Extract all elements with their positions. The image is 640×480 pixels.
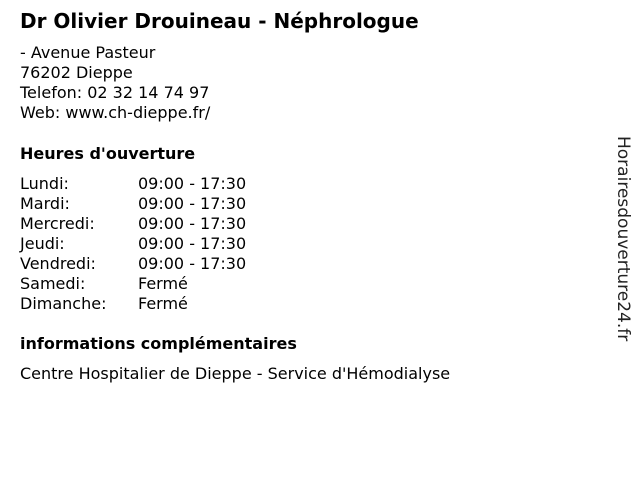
- hours-day: Mercredi:: [20, 214, 95, 233]
- hours-day: Lundi:: [20, 174, 69, 193]
- hours-time: Fermé: [138, 274, 188, 293]
- city-address: 76202 Dieppe: [20, 63, 133, 82]
- hours-time: 09:00 - 17:30: [138, 214, 247, 233]
- hours-day: Mardi:: [20, 194, 70, 213]
- hours-day: Vendredi:: [20, 254, 96, 273]
- watermark: [612, 136, 634, 346]
- hours-day: Dimanche:: [20, 294, 107, 313]
- website: Web: www.ch-dieppe.fr/: [20, 103, 211, 122]
- hours-row-wednesday: [20, 214, 246, 234]
- hours-row-monday: [20, 174, 246, 194]
- hours-day: Jeudi:: [20, 234, 65, 253]
- hours-heading: Heures d'ouverture: [20, 144, 196, 163]
- info-text: Centre Hospitalier de Dieppe - Service d'Hémodialyse: [20, 364, 451, 383]
- hours-time: 09:00 - 17:30: [138, 174, 247, 193]
- phone-number: Telefon: 02 32 14 74 97: [20, 83, 210, 102]
- hours-row-tuesday: [20, 194, 246, 214]
- hours-time: 09:00 - 17:30: [138, 254, 247, 273]
- hours-table: [20, 174, 246, 314]
- hours-time: 09:00 - 17:30: [138, 194, 247, 213]
- info-heading: informations complémentaires: [20, 334, 297, 353]
- page-title: Dr Olivier Drouineau - Néphrologue: [20, 9, 419, 33]
- hours-row-friday: [20, 254, 246, 274]
- address-block: [20, 43, 210, 123]
- hours-day: Samedi:: [20, 274, 86, 293]
- watermark-text: Horairesdouverture24.fr: [613, 136, 633, 342]
- hours-time: Fermé: [138, 294, 188, 313]
- hours-row-sunday: [20, 294, 246, 314]
- hours-row-thursday: [20, 234, 246, 254]
- street-address: - Avenue Pasteur: [20, 43, 156, 62]
- hours-row-saturday: [20, 274, 246, 294]
- hours-time: 09:00 - 17:30: [138, 234, 247, 253]
